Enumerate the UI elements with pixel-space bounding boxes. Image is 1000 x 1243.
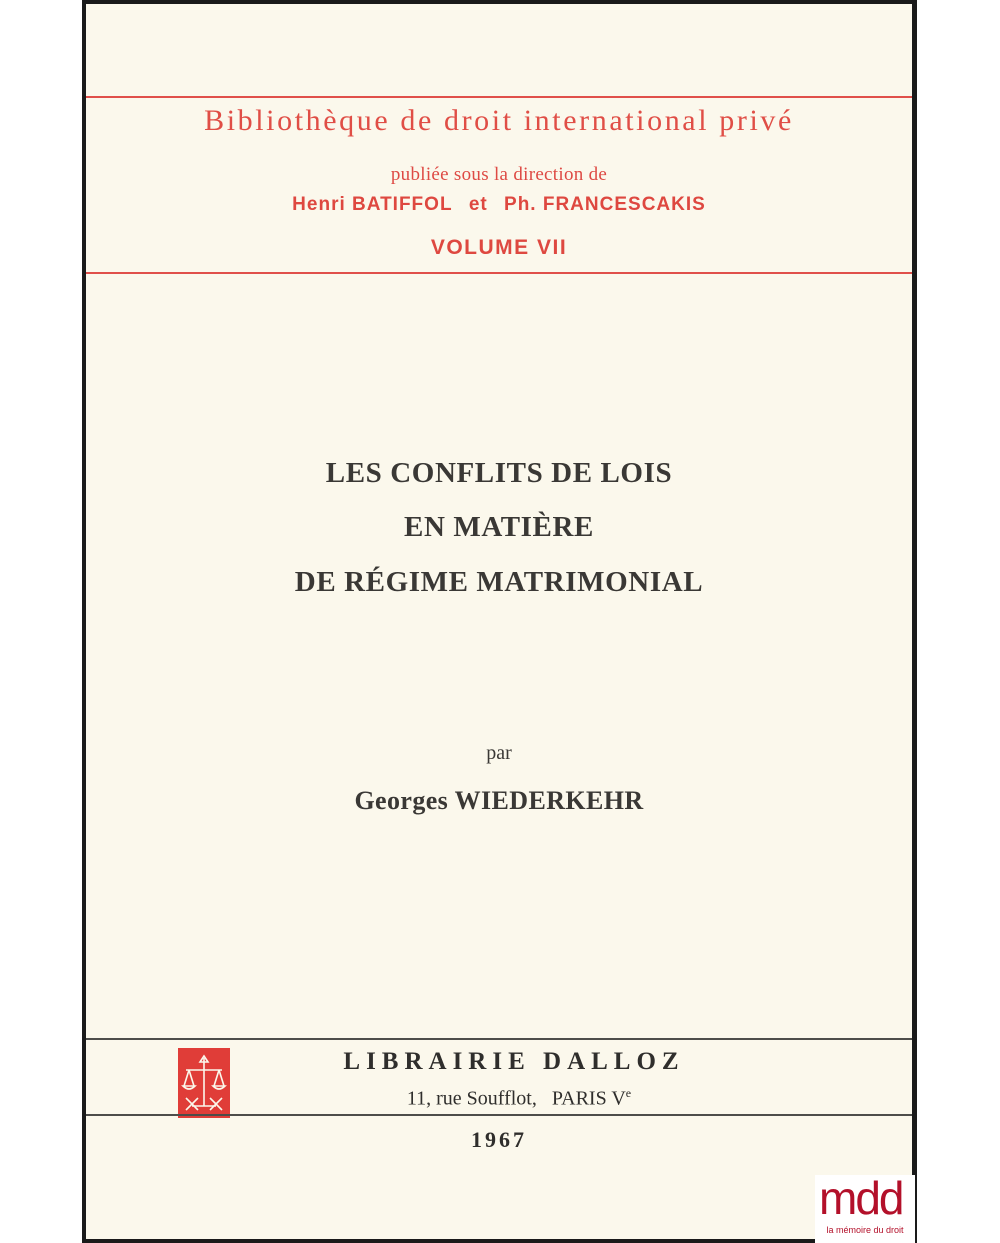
director-1-first-name: Henri (292, 194, 346, 215)
publisher-city: PARIS V (551, 1087, 626, 1110)
publisher-address (86, 1086, 912, 1111)
director-1-last-name: BATIFFOL (352, 194, 453, 215)
top-red-rule (86, 96, 912, 98)
directors-line (86, 194, 912, 216)
publisher-street: 11, rue Soufflot, (406, 1087, 537, 1110)
published-under-line: publiée sous la direction de (390, 164, 608, 185)
director-2-last-name: FRANCESCAKIS (542, 194, 706, 215)
book-title-line-2: EN MATIÈRE (404, 511, 594, 543)
book-title-line-3: DE RÉGIME MATRIMONIAL (294, 566, 704, 598)
header-bottom-red-rule (86, 272, 912, 274)
book-title-line-1: LES CONFLITS DE LOIS (325, 457, 673, 489)
publisher-block (86, 1040, 912, 1120)
mdd-mark: mdd (819, 1172, 903, 1224)
volume-number: VOLUME VII (430, 236, 568, 259)
publisher-city-superscript: e (625, 1086, 632, 1100)
directors-conjunction: et (468, 194, 488, 215)
publication-year: 1967 (471, 1127, 527, 1152)
director-2-first-name: Ph. (504, 194, 537, 215)
publisher-name: LIBRAIRIE DALLOZ (343, 1048, 685, 1075)
author-name (86, 786, 912, 816)
book-cover (86, 4, 912, 1239)
series-title: Bibliothèque de droit international privé (204, 104, 794, 137)
author-last-name: WIEDERKEHR (454, 786, 644, 815)
author-first-name: Georges (354, 786, 449, 815)
by-label: par (486, 742, 512, 764)
publisher-bottom-rule (86, 1114, 912, 1116)
mdd-tagline: la mémoire du droit (826, 1225, 904, 1235)
mdd-watermark-logo (815, 1172, 915, 1243)
